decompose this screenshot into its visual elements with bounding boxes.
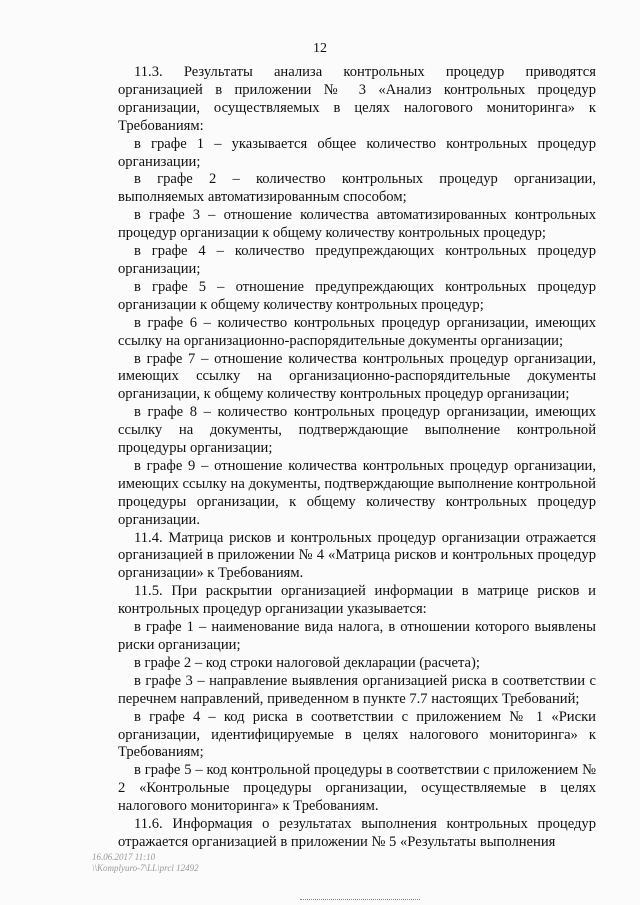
- paragraph-column-9: в графе 9 – отношение количества контрольных процедур организации, имеющих ссылку на документы, подтверждающие выполнение контрольной процедуры организации, к общему количеству контрольных процедур организации.: [118, 457, 596, 528]
- paragraph-column-2: в графе 2 – количество контрольных процедур организации, выполняемых автоматизированным способом;: [118, 171, 596, 206]
- paragraph-matrix-column-2: в графе 2 – код строки налоговой декларации (расчета);: [134, 654, 480, 671]
- print-stamp: [92, 852, 199, 874]
- paragraph-column-8: в графе 8 – количество контрольных процедур организации, имеющих ссылку на документы, подтверждающие выполнение контрольной процедуры организации;: [118, 404, 596, 457]
- paragraph-11-5: 11.5. При раскрытии организацией информации в матрице рисков и контрольных процедур организации указывается:: [118, 583, 596, 618]
- paragraph-column-1: в графе 1 – указывается общее количество контрольных процедур организации;: [118, 135, 596, 170]
- paragraph-matrix-column-5: в графе 5 – код контрольной процедуры в соответствии с приложением № 2 «Контрольные процедуры организации, осуществляемые в целях налогового мониторинга» к Требованиям.: [118, 762, 596, 815]
- page-number: 12: [313, 41, 327, 56]
- paragraph-11-4: 11.4. Матрица рисков и контрольных процедур организации отражается организацией в приложении № 4 «Матрица рисков и контрольных процедур организации» к Требованиям.: [118, 529, 596, 582]
- paragraph-matrix-column-4: в графе 4 – код риска в соответствии с приложением № 1 «Риски организации, идентифицируемые в целях налогового мониторинга» к Требованиям;: [118, 708, 596, 761]
- print-timestamp: 16.06.2017 11:10: [92, 852, 156, 862]
- document-body: [118, 64, 596, 852]
- paragraph-column-4: в графе 4 – количество предупреждающих контрольных процедур организации;: [118, 243, 596, 277]
- scan-edge-mark: [300, 899, 420, 901]
- paragraph-matrix-column-1: в графе 1 – наименование вида налога, в отношении которого выявлены риски организации;: [118, 619, 596, 653]
- paragraph-column-3: в графе 3 – отношение количества автоматизированных контрольных процедур организации к общему количеству контрольных процедур;: [118, 207, 596, 242]
- paragraph-column-7: в графе 7 – отношение количества контрольных процедур организации, имеющих ссылку на организационно-распорядительные документы организации, к общему количеству контрольных процедур организации;: [118, 350, 596, 403]
- paragraph-11-6: 11.6. Информация о результатах выполнения контрольных процедур отражается организацией в приложении № 5 «Результаты выполнения: [118, 816, 596, 850]
- paragraph-column-5: в графе 5 – отношение предупреждающих контрольных процедур организации к общему количеству контрольных процедур;: [118, 278, 596, 313]
- paragraph-column-6: в графе 6 – количество контрольных процедур организации, имеющих ссылку на организационно-распорядительные документы организации;: [118, 314, 596, 349]
- print-path: \\Komplyuro-7\LL\prcl 12492: [92, 863, 199, 873]
- paragraph-11-3: 11.3. Результаты анализа контрольных процедур приводятся организацией в приложении № 3 «Анализ контрольных процедур организации, осуществляемых в целях налогового мониторинга» к Требованиям:: [118, 64, 596, 134]
- paragraph-matrix-column-3: в графе 3 – направление выявления организацией риска в соответствии с перечнем направлений, приведенном в пункте 7.7 настоящих Требований;: [118, 672, 596, 707]
